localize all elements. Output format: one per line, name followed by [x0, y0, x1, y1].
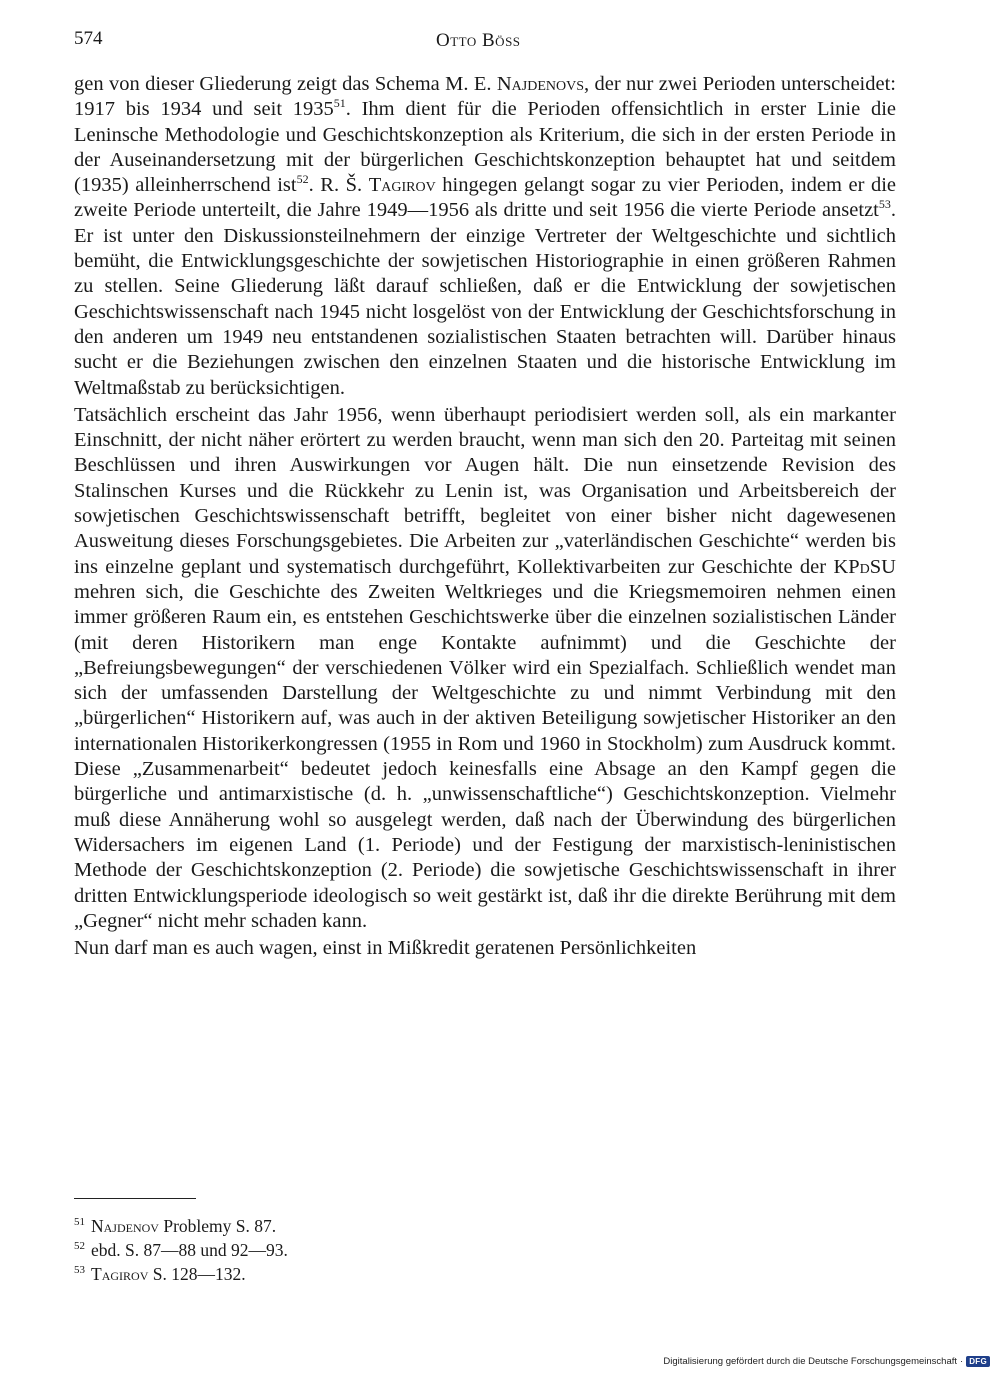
footnote-text: ebd. S. 87—88 und 92—93. — [91, 1240, 288, 1260]
footnote-author: Najdenov — [91, 1216, 159, 1236]
p2-text-1: Tatsächlich erscheint das Jahr 1956, wenn überhaupt periodisiert werden soll, als ein markanter Einschnitt, der nicht näher erörtert zu werden braucht, wenn man sich den 20. Parteitag mit seinen Beschlüssen und ihren Auswirkungen vor Augen hält. Die nun einsetzende Revision des Stalinschen Kurses und die Rückkehr zu Lenin ist, was Organisation und Arbeitsbereich der sowjetischen Geschichtswissenschaft betrifft, begleitet von einer bisher nicht dagewesenen Ausweitung dieses Forschungsgebietes. Die Arbeiten zur „vaterländischen Geschichte“ werden bis ins einzelne geplant und systematisch durchgeführt, Kollektivarbeiten zur Geschichte der — [74, 403, 896, 578]
author-najdenov: Najdenovs — [496, 73, 584, 95]
footnote-number: 53 — [74, 1264, 85, 1277]
footnote-author: Tagirov — [91, 1264, 149, 1284]
page-number: 574 — [74, 28, 103, 49]
digitization-credit — [663, 1356, 990, 1367]
credit-text: Digitalisierung gefördert durch die Deutsche Forschungsgemeinschaft — [663, 1356, 958, 1367]
footnote-divider — [74, 1198, 196, 1199]
paragraph-3: Nun darf man es auch wagen, einst in Mißkredit geratenen Persönlichkeiten — [74, 937, 697, 960]
p1-text-6: . Er ist unter den Diskussionsteilnehmern der einzige Vertreter der Weltgeschichte und sichtlich bemüht, die Entwicklungsgeschichte der sowjetischen Historiographie in einen größeren Rahmen zu stellen. Seine Gliederung läßt darauf schließen, daß er die Entwicklung der sowjetischen Geschichtswissenschaft nach 1945 nicht losgelöst von der Entwicklung der Geschichtsforschung in den anderen um 1949 neu entstandenen sozialistischen Staaten betrachten will. Darüber hinaus sucht er die Beziehungen zwischen den einzelnen Staaten und die historische Entwicklung im Weltmaßstab zu berücksichtigen. — [74, 199, 896, 399]
p1-text-2: , der nur zwei Perioden unterscheidet: 1917 bis 1934 und seit 1935 — [74, 73, 896, 121]
footnote-number: 52 — [74, 1240, 85, 1253]
body-text — [74, 72, 896, 963]
p1-text-3: . Ihm dient für die Perioden offensichtlich in erster Linie die Leninsche Methodologie und Geschichtskonzeption als Kriterium, die sich in der ersten Periode in der Auseinandersetzung mit der bürgerlichen Geschichtskonzeption behauptet hat und seitdem (1935) alleinherrschend ist — [74, 98, 896, 197]
footnote-53 — [74, 1262, 288, 1286]
credit-separator: · — [960, 1356, 964, 1367]
footnote-51 — [74, 1214, 288, 1238]
footnote-number: 51 — [74, 1216, 85, 1229]
p2-text-2: mehren sich, die Geschichte des Zweiten Weltkrieges und die Kriegsmemoiren nehmen einen immer größeren Raum ein, es entstehen Geschichtswerke über die einzelnen sozialistischen Länder (mit deren Historikern man enge Kontakte aufnimmt) und die Geschichte der „Befreiungsbewegungen“ der verschiedenen Völker wird ein Spezialfach. Schließlich wendet man sich der umfassenden Darstellung der Weltgeschichte zu und nimmt Verbindung mit den „bürgerlichen“ Historikern auf, was auch in der aktiven Beteiligung sowjetischer Historiker an den internationalen Historikerkongressen (1955 in Rom und 1960 in Stockholm) zum Ausdruck kommt. Diese „Zusammenarbeit“ bedeutet jedoch keinesfalls eine Absage an den Kampf gegen die bürgerliche und antimarxistische (d. h. „unwissenschaftliche“) Geschichtskonzeption. Vielmehr muß diese Annäherung wohl so ausgelegt werden, daß nach der Überwindung des bürgerlichen Widersachers im eigenen Land (1. Periode) und der Festigung der marxistisch-leninistischen Methode der Geschichtskonzeption (2. Periode) die sowjetische Geschichtswissenschaft in ihrer dritten Entwicklungsperiode ideologisch so weit gestärkt ist, daß ihr die direkte Berührung mit dem „Gegner“ nicht mehr schaden kann. — [74, 580, 896, 932]
p1-text-5: hingegen gelangt sogar zu vier Perioden, indem er die zweite Periode unterteilt, die Jahre 1949—1956 als dritte und seit 1956 die vierte Periode ansetzt — [74, 174, 897, 222]
running-head: Otto Böss — [436, 30, 521, 51]
footnotes — [74, 1214, 288, 1286]
footnote-ref-51[interactable]: 51 — [333, 96, 346, 111]
dfg-logo-icon: DFG — [966, 1356, 990, 1367]
footnote-ref-53[interactable]: 53 — [878, 197, 891, 212]
footnote-text: Problemy S. 87. — [158, 1216, 277, 1236]
footnote-ref-52[interactable]: 52 — [296, 172, 309, 187]
p1-text-1: gen von dieser Gliederung zeigt das Schema M. E. — [74, 73, 497, 95]
footnote-52 — [74, 1238, 288, 1262]
footnote-text: S. 128—132. — [148, 1264, 246, 1284]
p1-text-4: . R. Š. — [308, 174, 369, 197]
author-tagirov: Tagirov — [368, 174, 436, 197]
abbr-kpdsu: KPdSU — [833, 555, 896, 578]
paragraph-1 — [74, 72, 896, 401]
paragraph-2 — [74, 403, 896, 934]
